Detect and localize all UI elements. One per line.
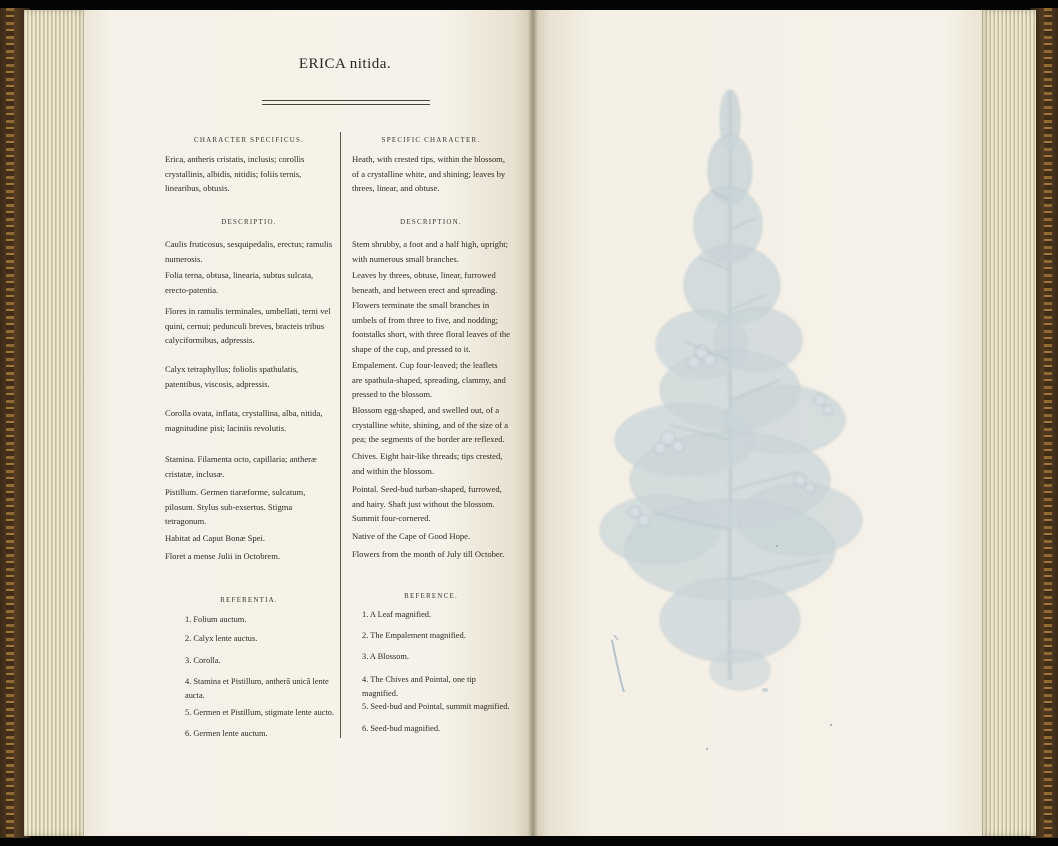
english-ref-5: 5. Seed-bud and Pointal, summit magnified. xyxy=(362,702,510,711)
habitat-text: Habitat ad Caput Bonæ Spei. xyxy=(165,533,266,543)
flowers-text: Flowers terminate the small branches in umbels of from three to five, and nodding; footstalks short, with three floral leaves of the shape of the cup, and pressed to it. xyxy=(352,300,510,354)
column-divider xyxy=(340,132,341,738)
english-ref-4: 4. The Chives and Pointal, one tip magnified. xyxy=(362,675,476,698)
flowers-from-text: Flowers from the month of July till October. xyxy=(352,549,505,559)
calyx-text: Calyx tetraphyllus; foliolis spathulatis, patentibus, viscosis, adpressis. xyxy=(165,364,299,389)
specific-character-text: Heath, with crested tips, within the blossom, of a crystalline white, and shining; leaves by threes, linear, and obtuse. xyxy=(352,154,506,193)
plate-speck xyxy=(706,748,708,750)
description-heading: DESCRIPTION. xyxy=(400,218,462,226)
specific-character-heading: SPECIFIC CHARACTER. xyxy=(381,136,481,144)
character-specificus-text: Erica, antheris cristatis, inclusis; corollis crystallinis, albidis, nitidis; foliis ternis, linearibus, obtusis. xyxy=(165,154,305,193)
pointal-text: Pointal. Seed-bud turban-shaped, furrowed, and hairy. Shaft just without the blossom. Summit four-cornered. xyxy=(352,484,502,523)
folia-text: Folia terna, obtusa, linearia, subtus sulcata, erecto-patentia. xyxy=(165,270,314,295)
empalement-text: Empalement. Cup four-leaved; the leaflets are spathula-shaped, spreading, clammy, and pressed to the blossom. xyxy=(352,360,506,399)
leaves-text: Leaves by threes, obtuse, linear, furrowed beneath, and between erect and spreading. xyxy=(352,270,498,295)
plate-speck xyxy=(830,724,832,726)
pistillum-text: Pistillum. Germen tiaræforme, sulcatum, pilosum. Stylus sub-exsertus. Stigma tetragonum. xyxy=(165,487,306,526)
stamina-text: Stamina. Filamenta octo, capillaria; antheræ cristatæ, inclusæ. xyxy=(165,454,317,479)
chives-text: Chives. Eight hair-like threads; tips crested, and within the blossom. xyxy=(352,451,503,476)
english-ref-2: 2. The Empalement magnified. xyxy=(362,631,466,640)
referentia-heading: REFERENTIA. xyxy=(220,596,278,604)
page-title: ERICA nitida. xyxy=(298,56,392,72)
character-specificus-heading: CHARACTER SPECIFICUS. xyxy=(194,136,304,144)
latin-ref-5: 5. Germen et Pistillum, stigmate lente aucto. xyxy=(185,708,335,717)
english-ref-3: 3. A Blossom. xyxy=(362,652,410,661)
native-text: Native of the Cape of Good Hope. xyxy=(352,531,471,541)
stem-text: Stem shrubby, a foot and a half high, upright; with numerous small branches. xyxy=(352,239,509,264)
reference-heading: REFERENCE. xyxy=(404,592,458,600)
latin-ref-6: 6. Germen lente auctum. xyxy=(185,729,268,738)
english-ref-1: 1. A Leaf magnified. xyxy=(362,610,432,619)
floret-text: Floret a mense Julii in Octobrem. xyxy=(165,551,281,561)
plate-speck xyxy=(776,545,778,547)
caulis-text: Caulis fruticosus, sesquipedalis, erectus; ramulis numerosis. xyxy=(165,239,333,264)
plate-speck xyxy=(762,688,768,692)
erica-nitida-illustration xyxy=(590,80,870,700)
latin-ref-2: 2. Calyx lente auctus. xyxy=(185,634,258,643)
book-gutter xyxy=(528,10,538,836)
descriptio-heading: DESCRIPTIO. xyxy=(221,218,277,226)
latin-ref-4: 4. Stamina et Pistillum, antherâ unicâ lente aucta. xyxy=(185,677,329,700)
page-edges-right xyxy=(978,10,1036,836)
page-edges-left xyxy=(24,10,90,836)
blossom-text: Blossom egg-shaped, and swelled out, of a crystalline white, shining, and of the size of a pea; the segments of the border are reflexed. xyxy=(352,405,509,444)
flores-text: Flores in ramulis terminales, umbellati, terni vel quini, cernui; pedunculi breves, bracteis tribus calyciformibus, adpressis. xyxy=(165,306,331,345)
english-ref-6: 6. Seed-bud magnified. xyxy=(362,724,441,733)
latin-ref-1: 1. Folium auctum. xyxy=(185,615,247,624)
latin-ref-3: 3. Corolla. xyxy=(185,656,221,665)
title-rule xyxy=(262,100,430,105)
corolla-text: Corolla ovata, inflata, crystallina, alba, nitida, magnitudine pisi; laciniis revolutis. xyxy=(165,408,323,433)
